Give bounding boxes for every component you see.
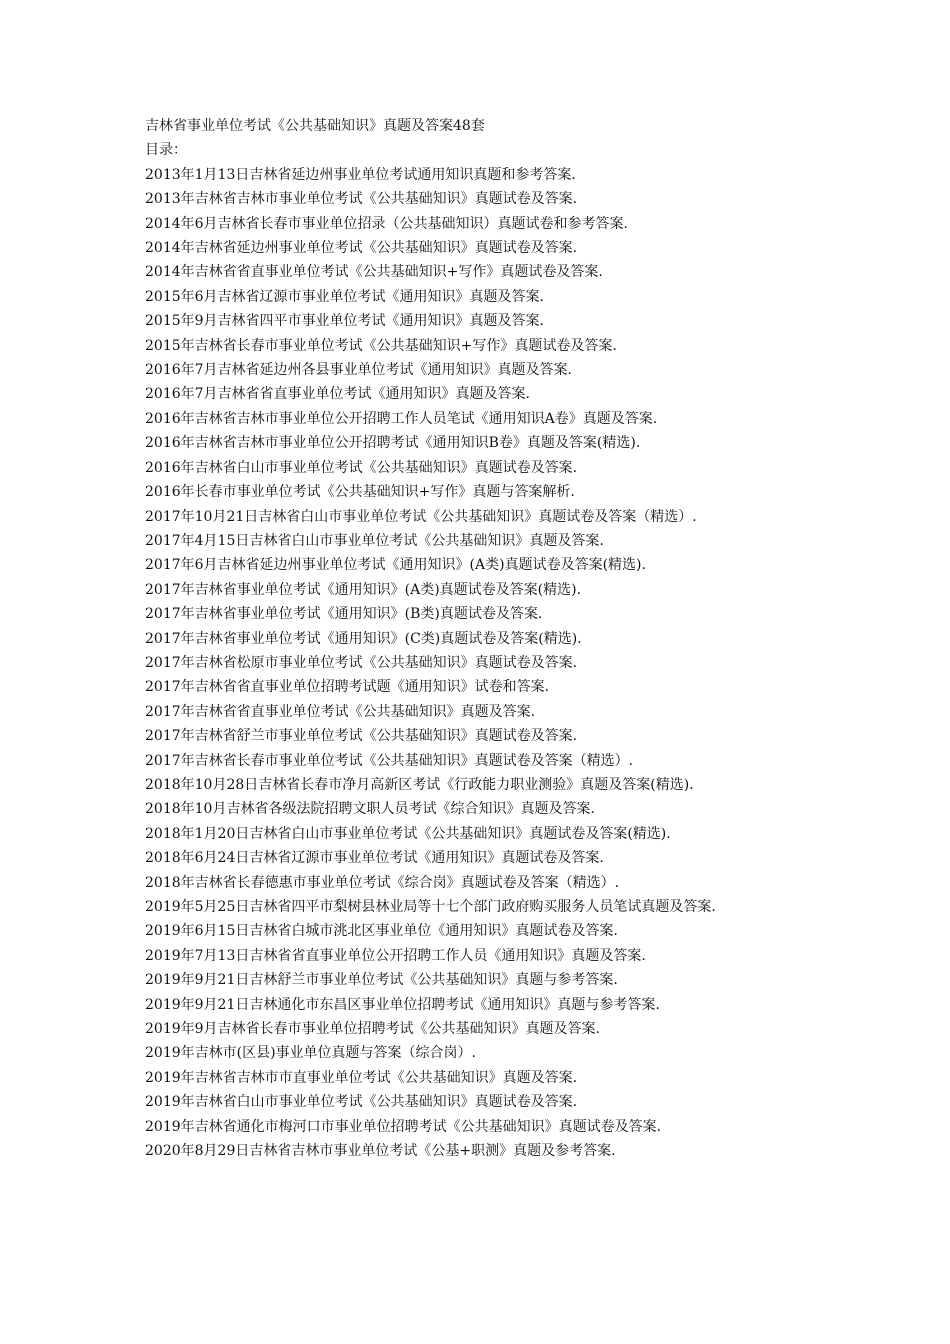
toc-item: 2017年6月吉林省延边州事业单位考试《通用知识》(A类)真题试卷及答案(精选). xyxy=(145,557,646,574)
toc-item: 2019年9月21日吉林舒兰市事业单位考试《公共基础知识》真题与参考答案. xyxy=(145,972,618,989)
toc-item: 2014年吉林省延边州事业单位考试《公共基础知识》真题试卷及答案. xyxy=(145,240,578,257)
toc-item: 2017年吉林省省直事业单位考试《公共基础知识》真题及答案. xyxy=(145,703,536,720)
toc-item: 2019年吉林省白山市事业单位考试《公共基础知识》真题试卷及答案. xyxy=(145,1094,578,1111)
toc-item: 2016年吉林省白山市事业单位考试《公共基础知识》真题试卷及答案. xyxy=(145,459,578,476)
toc-item: 2019年5月25日吉林省四平市梨树县林业局等十七个部门政府购买服务人员笔试真题及答案. xyxy=(145,899,716,915)
toc-item: 2019年6月15日吉林省白城市洮北区事业单位《通用知识》真题试卷及答案. xyxy=(145,923,618,940)
toc-item: 2016年吉林省吉林市事业单位公开招聘工作人员笔试《通用知识A卷》真题及答案. xyxy=(145,410,658,427)
toc-item: 2018年吉林省长春德惠市事业单位考试《综合岗》真题试卷及答案（精选）. xyxy=(145,874,620,891)
toc-item: 2016年吉林省吉林市事业单位公开招聘考试《通用知识B卷》真题及答案(精选). xyxy=(145,435,641,452)
document-page xyxy=(145,114,805,1163)
toc-item: 2018年10月吉林省各级法院招聘文职人员考试《综合知识》真题及答案. xyxy=(145,801,595,818)
toc-item: 2017年吉林省事业单位考试《通用知识》(A类)真题试卷及答案(精选). xyxy=(145,581,582,598)
toc-item: 2013年吉林省吉林市事业单位考试《公共基础知识》真题试卷及答案. xyxy=(145,191,578,208)
toc-item: 2016年7月吉林省延边州各县事业单位考试《通用知识》真题及答案. xyxy=(145,362,572,379)
toc-item: 2015年6月吉林省辽源市事业单位考试《通用知识》真题及答案. xyxy=(145,288,544,305)
toc-item: 2017年吉林省松原市事业单位考试《公共基础知识》真题试卷及答案. xyxy=(145,654,578,671)
toc-item: 2017年10月21日吉林省白山市事业单位考试《公共基础知识》真题试卷及答案（精选）. xyxy=(145,508,697,525)
toc-label: 目录： xyxy=(145,142,187,159)
toc-item: 2015年9月吉林省四平市事业单位考试《通用知识》真题及答案. xyxy=(145,313,544,330)
toc-item: 2017年吉林省事业单位考试《通用知识》(C类)真题试卷及答案(精选). xyxy=(145,630,582,647)
toc-item: 2018年1月20日吉林省白山市事业单位考试《公共基础知识》真题试卷及答案(精选). xyxy=(145,825,671,842)
toc-item: 2019年9月吉林省长春市事业单位招聘考试《公共基础知识》真题及答案. xyxy=(145,1021,600,1038)
toc-item: 2019年吉林省通化市梅河口市事业单位招聘考试《公共基础知识》真题试卷及答案. xyxy=(145,1118,662,1135)
toc-item: 2016年7月吉林省省直事业单位考试《通用知识》真题及答案. xyxy=(145,386,530,403)
toc-item: 2017年4月15日吉林省白山市事业单位考试《公共基础知识》真题及答案. xyxy=(145,532,604,549)
toc-item: 2014年吉林省省直事业单位考试《公共基础知识+写作》真题试卷及答案. xyxy=(145,264,603,281)
toc-item: 2013年1月13日吉林省延边州事业单位考试通用知识真题和参考答案. xyxy=(145,166,576,183)
toc-item: 2017年吉林省长春市事业单位考试《公共基础知识》真题试卷及答案（精选）. xyxy=(145,752,634,769)
toc-item: 2019年9月21日吉林通化市东昌区事业单位招聘考试《通用知识》真题与参考答案. xyxy=(145,996,660,1013)
toc-item: 2018年6月24日吉林省辽源市事业单位考试《通用知识》真题试卷及答案. xyxy=(145,850,604,867)
toc-item: 2019年吉林省吉林市市直事业单位考试《公共基础知识》真题及答案. xyxy=(145,1069,578,1086)
toc-item: 2019年7月13日吉林省省直事业单位公开招聘工作人员《通用知识》真题及答案. xyxy=(145,947,646,964)
toc-item: 2015年吉林省长春市事业单位考试《公共基础知识+写作》真题试卷及答案. xyxy=(145,337,617,354)
toc-item: 2017年吉林省舒兰市事业单位考试《公共基础知识》真题试卷及答案. xyxy=(145,728,578,745)
toc-item: 2017年吉林省事业单位考试《通用知识》(B类)真题试卷及答案. xyxy=(145,606,543,623)
toc-item: 2017年吉林省省直事业单位招聘考试题《通用知识》试卷和答案. xyxy=(145,679,550,696)
toc-item: 2019年吉林市(区县)事业单位真题与答案（综合岗）. xyxy=(145,1045,477,1062)
toc-item: 2018年10月28日吉林省长春市净月高新区考试《行政能力职业测验》真题及答案(精选). xyxy=(145,776,694,793)
document-title: 吉林省事业单位考试《公共基础知识》真题及答案48套 xyxy=(145,118,485,134)
toc-item: 2020年8月29日吉林省吉林市事业单位考试《公基+职测》真题及参考答案. xyxy=(145,1143,616,1160)
toc-list xyxy=(145,163,805,1164)
toc-item: 2014年6月吉林省长春市事业单位招录（公共基础知识）真题试卷和参考答案. xyxy=(145,215,628,232)
toc-item: 2016年长春市事业单位考试《公共基础知识+写作》真题与答案解析. xyxy=(145,484,575,501)
